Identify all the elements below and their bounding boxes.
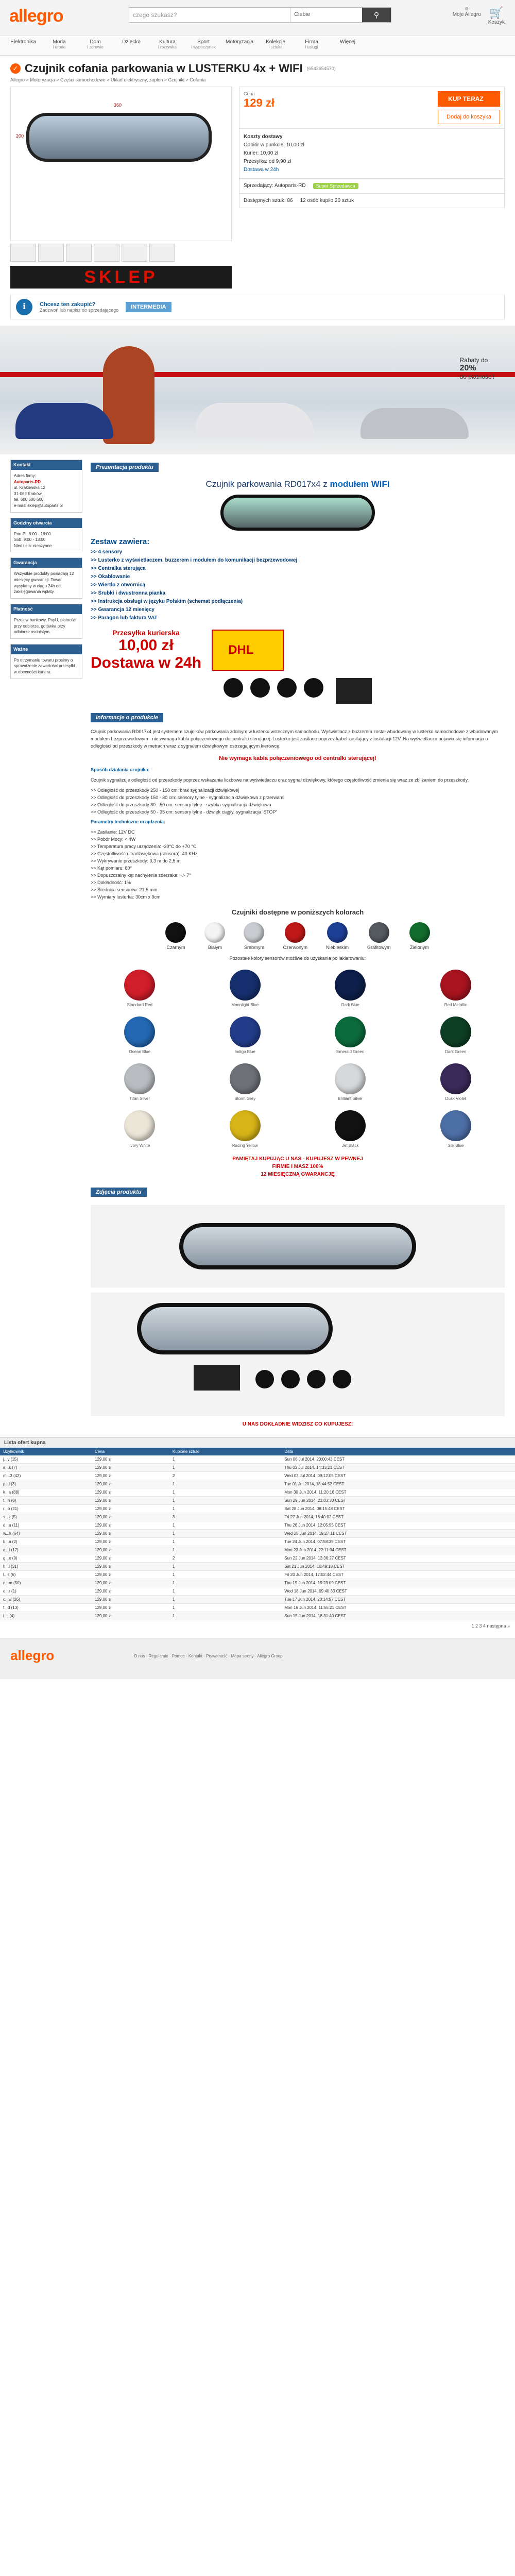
payment-box: Płatność Przelew bankowy, PayU, płatność przy odbiorze, gotówka przy odbiorze osobistym.: [10, 604, 82, 639]
table-cell: 1: [169, 1595, 281, 1603]
offer-title-row: [0, 56, 515, 77]
color-swatch: [409, 922, 430, 943]
table-row: [0, 1496, 515, 1504]
table-cell[interactable]: a...k (7): [0, 1463, 92, 1471]
nav-item[interactable]: Kultura i rozrywka: [158, 39, 177, 49]
category-nav: [0, 36, 515, 56]
color-swatch: [335, 970, 366, 1001]
paint-swatch-grid: [91, 970, 505, 1148]
search-bar: [129, 7, 391, 23]
car-image: [360, 408, 469, 439]
description-main: [91, 460, 505, 1434]
table-cell: Sun 15 Jun 2014, 18:31:40 CEST: [281, 1612, 515, 1620]
table-cell[interactable]: p...l (3): [0, 1480, 92, 1488]
table-cell[interactable]: s...z (5): [0, 1513, 92, 1521]
table-row: [0, 1546, 515, 1554]
car-image: [15, 403, 113, 439]
buy-now-button[interactable]: KUP TERAZ: [438, 91, 500, 107]
table-cell: 129,00 zł: [92, 1579, 169, 1587]
paint-option[interactable]: [196, 970, 295, 1007]
promo-text[interactable]: Chcesz ten zakupić?: [40, 301, 96, 308]
description-text: Czujnik sygnalizuje odległość od przeszkody poprzez wskazania liczbowe na wyświetlaczu oraz sygnał dźwiękowy, którego częstotliwość zmienia się wraz ze zbliżaniem do przeszkody.: [91, 777, 469, 783]
promo-sub: Zadzwoń lub napisz do sprzedającego: [40, 308, 119, 313]
product-photo: [91, 1205, 505, 1287]
color-option[interactable]: [204, 920, 225, 950]
color-label: Moonlight Blue: [231, 1002, 259, 1007]
sensor-image: [250, 678, 270, 698]
color-swatch: [230, 1110, 261, 1141]
thumbnail-strip: [10, 244, 232, 262]
table-cell: 129,00 zł: [92, 1587, 169, 1595]
shipping-promo-text: Przesyłka kurierska 10,00 zł Dostawa w 24h: [91, 629, 202, 671]
table-cell[interactable]: h...i (31): [0, 1562, 92, 1570]
table-row: [0, 1603, 515, 1612]
thumbnail[interactable]: [66, 244, 92, 262]
paint-option[interactable]: [91, 970, 189, 1007]
price-value: 129 zł: [244, 96, 274, 109]
table-cell[interactable]: c...w (26): [0, 1595, 92, 1603]
table-cell: 129,00 zł: [92, 1463, 169, 1471]
table-cell: 1: [169, 1480, 281, 1488]
footer-logo[interactable]: allegro: [10, 1647, 55, 1663]
color-swatch: [165, 922, 186, 943]
color-swatch: [335, 1016, 366, 1047]
user-icon: ☺: [464, 6, 470, 12]
table-cell: 129,00 zł: [92, 1455, 169, 1464]
color-swatch: [124, 970, 155, 1001]
seller-badge: Super Sprzedawca: [313, 183, 358, 189]
color-label: Czarnym: [166, 944, 185, 950]
table-row: [0, 1521, 515, 1529]
table-cell[interactable]: e...t (17): [0, 1546, 92, 1554]
table-cell: Fri 27 Jun 2014, 16:40:02 CEST: [281, 1513, 515, 1521]
table-cell: 129,00 zł: [92, 1504, 169, 1513]
color-label: Niebieskim: [325, 944, 349, 950]
top-header: [0, 0, 515, 36]
color-swatch: [335, 1110, 366, 1141]
color-swatch: [440, 1016, 471, 1047]
thumbnail[interactable]: [10, 244, 36, 262]
section-heading: Prezentacja produktu: [91, 463, 159, 472]
add-to-cart-button[interactable]: Dodaj do koszyka: [438, 110, 500, 124]
table-cell: 1: [169, 1587, 281, 1595]
footer-links[interactable]: O nas · Regulamin · Pomoc · Kontakt · Prywatność · Mapa strony · Allegro Group: [134, 1653, 283, 1658]
store-banner: [0, 326, 515, 454]
color-swatch: [440, 1063, 471, 1094]
sensor-image: [281, 1370, 300, 1388]
table-cell: 1: [169, 1612, 281, 1620]
table-cell: 129,00 zł: [92, 1570, 169, 1579]
table-row: [0, 1562, 515, 1570]
color-swatch: [124, 1016, 155, 1047]
color-swatch: [230, 1016, 261, 1047]
color-label: Emerald Green: [336, 1049, 365, 1054]
search-input[interactable]: czego szukasz?: [133, 11, 177, 19]
table-cell: 129,00 zł: [92, 1513, 169, 1521]
table-cell: Thu 26 Jun 2014, 12:05:55 CEST: [281, 1521, 515, 1529]
gallery: [10, 87, 232, 289]
subheading: Parametry techniczne urządzenia:: [91, 819, 166, 825]
section-heading: Zdjęcia produktu: [91, 1188, 147, 1197]
table-cell: Sat 21 Jun 2014, 10:49:18 CEST: [281, 1562, 515, 1570]
table-cell: Tue 17 Jun 2014, 20:14:57 CEST: [281, 1595, 515, 1603]
color-label: Dark Green: [445, 1049, 467, 1054]
kit-list: Zestaw zawiera: >> 4 sensory >> Lusterko z wyświetlaczem, buzzerem i modułem do komunikacji bezprzewodowej >> Centralka sterująca >> Okablowanie >> Wiertło z otwornicą >> Śrubki i dwustronna pianka >> Instrukcja obsługi w języku Polskim (schemat podłączenia) >> Gwarancja 12 miesięcy >> Paragon lub faktura VAT: [91, 537, 298, 621]
price-label: Cena: [244, 91, 255, 96]
color-label: Grafitowym: [367, 944, 391, 950]
table-cell[interactable]: i...j (4): [0, 1612, 92, 1620]
table-cell: Tue 01 Jul 2014, 18:44:52 CEST: [281, 1480, 515, 1488]
table-cell: Mon 16 Jun 2014, 11:55:21 CEST: [281, 1603, 515, 1612]
table-row: [0, 1504, 515, 1513]
paint-option[interactable]: [301, 1110, 400, 1148]
paint-option[interactable]: [407, 1063, 505, 1101]
color-options: [91, 920, 505, 950]
table-cell: 129,00 zł: [92, 1480, 169, 1488]
warranty-box: Gwarancja Wszystkie produkty posiadają 12 miesięcy gwarancji. Towar wysyłamy w ciągu 24h od zaksięgowania wpłaty.: [10, 557, 82, 598]
column-header[interactable]: Data: [281, 1448, 515, 1455]
shop-banner: SKLEP: [10, 266, 232, 289]
truck-image: [212, 630, 284, 671]
paint-option[interactable]: [91, 1016, 189, 1054]
color-label: Silk Blue: [448, 1143, 464, 1148]
sidebar: [10, 460, 82, 1434]
my-allegro-link[interactable]: ☺ Moje Allegro: [452, 6, 481, 18]
dimension-label: 200: [16, 133, 24, 139]
color-label: Racing Yellow: [232, 1143, 258, 1148]
color-label: Srebrnym: [244, 944, 264, 950]
color-swatch: [124, 1110, 155, 1141]
shipping-info: Koszty dostawy Odbiór w punkcie: 10,00 zł Kurier: 10,00 zł Przesyłka: od 9,90 zł Dostawa w 24h: [239, 129, 505, 179]
table-cell: 1: [169, 1579, 281, 1587]
control-unit-image: [194, 1365, 240, 1391]
table-cell: Sun 06 Jul 2014, 20:00:43 CEST: [281, 1455, 515, 1464]
table-cell: 1: [169, 1562, 281, 1570]
table-cell[interactable]: r...o (21): [0, 1504, 92, 1513]
contact-promo: [10, 295, 505, 319]
contact-box: Kontakt Adres firmy: Autoparts-RD ul. Krakowska 12 31-062 Kraków tel. 600 600 600 e-mail: sklep@autoparts.pl: [10, 460, 82, 513]
table-cell: Wed 25 Jun 2014, 19:27:11 CEST: [281, 1529, 515, 1537]
mirror-image: [220, 495, 375, 531]
product-photo: [91, 1293, 505, 1416]
table-cell: 1: [169, 1488, 281, 1496]
hours-box: Godziny otwarcia Pon-Pt: 8:00 - 16:00 Sob: 9:00 - 13:00 Niedziela: nieczynne: [10, 518, 82, 553]
color-label: Brilliant Silver: [338, 1096, 363, 1101]
table-cell[interactable]: b...a (2): [0, 1537, 92, 1546]
sensor-image: [277, 678, 297, 698]
subheading: Sposób działania czujnika:: [91, 767, 150, 772]
color-swatch: [230, 1063, 261, 1094]
description-area: [0, 460, 515, 1434]
info-icon: ℹ: [16, 299, 32, 315]
info-box: Ważne Po otrzymaniu towaru prosimy o sprawdzenie zawartości przesyłki w obecności kuriera.: [10, 644, 82, 679]
paint-option[interactable]: [407, 1016, 505, 1054]
table-cell: 1: [169, 1570, 281, 1579]
allegro-logo[interactable]: allegro: [9, 6, 63, 26]
nav-item[interactable]: Elektronika: [10, 39, 36, 45]
thumbnail[interactable]: [149, 244, 175, 262]
table-row: [0, 1513, 515, 1521]
table-cell: Wed 02 Jul 2014, 09:12:05 CEST: [281, 1471, 515, 1480]
column-header[interactable]: Użytkownik: [0, 1448, 92, 1455]
sensor-image: [304, 678, 323, 698]
paint-option[interactable]: [196, 1016, 295, 1054]
nav-item[interactable]: Firma i usługi: [305, 39, 318, 49]
description-text: Czujnik parkowania RD017x4 jest systemem czujników parkowania zdolnym w lusterku wstecznym samochodu. Wyświetlacz z buzzerem został wbudowany w lusterko samochodowe z wbudowanym modułem bezprzewodowym - nie wymaga kabla połączeniowego do centralki sterującej. Lusterko jest zasilane poprzez kabel zasilający z instalacji 12V. Na wyświetlaczu pojawia się informacja o odległości od przeszkody w metrach wraz z sygnałem dźwiękowym ostrzegającym kierowcę.: [91, 729, 498, 749]
table-cell: 1: [169, 1463, 281, 1471]
table-cell: 129,00 zł: [92, 1471, 169, 1480]
color-label: Indigo Blue: [234, 1049, 255, 1054]
warning-text: Nie wymaga kabla połączeniowego od centralki sterującej!: [219, 755, 376, 761]
thumbnail[interactable]: [38, 244, 64, 262]
control-unit-image: [336, 678, 372, 704]
header-icons: [453, 6, 505, 25]
table-row: [0, 1587, 515, 1595]
table-cell: 129,00 zł: [92, 1612, 169, 1620]
offer-id: (6543654570): [306, 66, 336, 71]
color-label: Ivory White: [129, 1143, 150, 1148]
paint-option[interactable]: [301, 1016, 400, 1054]
sensor-image: [224, 678, 243, 698]
mirror-image: [26, 113, 212, 162]
nav-item[interactable]: Kolekcje i sztuka: [266, 39, 285, 49]
table-cell[interactable]: k...a (88): [0, 1488, 92, 1496]
table-row: [0, 1480, 515, 1488]
table-cell: 129,00 zł: [92, 1521, 169, 1529]
color-label: Czerwonym: [283, 944, 307, 950]
table-row: [0, 1471, 515, 1480]
nav-item[interactable]: Dom i zdrowie: [87, 39, 104, 49]
banner-stripe: [0, 372, 515, 377]
purchase-table: [0, 1448, 515, 1620]
sold-count: 12 osób kupiło 20 sztuk: [300, 198, 354, 204]
paint-option[interactable]: [196, 1063, 295, 1101]
paint-option[interactable]: [196, 1110, 295, 1148]
paint-option[interactable]: [301, 1063, 400, 1101]
table-cell: Sun 29 Jun 2014, 21:03:30 CEST: [281, 1496, 515, 1504]
table-cell: 1: [169, 1546, 281, 1554]
table-cell: Fri 20 Jun 2014, 17:02:44 CEST: [281, 1570, 515, 1579]
color-option[interactable]: [165, 920, 186, 950]
guarantee-text: PAMIĘTAJ KUPUJĄC U NAS - KUPUJESZ W PEWNEJ FIRMIE I MASZ 100% 12 MIESIĘCZNĄ GWARANCJĘ: [232, 1156, 363, 1177]
table-cell[interactable]: t...n (0): [0, 1496, 92, 1504]
checkmark-icon: ✓: [10, 63, 21, 74]
nav-item[interactable]: Więcej: [339, 39, 355, 45]
buy-box: [239, 87, 505, 289]
nav-item[interactable]: Moda i uroda: [53, 39, 66, 49]
table-row: [0, 1455, 515, 1464]
table-row: [0, 1463, 515, 1471]
stock-count: Dostępnych sztuk: 86: [244, 198, 293, 204]
pagination[interactable]: 1 2 3 4 następna »: [471, 1623, 510, 1629]
table-row: [0, 1529, 515, 1537]
color-label: Zielonym: [410, 944, 429, 950]
sensor-image: [333, 1370, 351, 1388]
table-cell: 1: [169, 1537, 281, 1546]
offer-section: [0, 87, 515, 289]
footer: [0, 1638, 515, 1679]
table-cell: Wed 18 Jun 2014, 09:40:33 CEST: [281, 1587, 515, 1595]
color-label: Titan Silver: [129, 1096, 150, 1101]
table-row: [0, 1537, 515, 1546]
range-list: >> Odległość do przeszkody 250 - 150 cm: brak sygnalizacji dźwiękowej >> Odległość do przeszkody 150 - 80 cm: sensory tylne - sygnalizacja dźwiękowa z przerwami >> Odległość do przeszkody 80 - 50 cm: sensory tylne - szybka sygnalizacja dźwiękowa >> Odległość do przeszkody 50 - 35 cm: sensory tylne - dźwięk ciągły, sygnalizacja 'STOP': [91, 787, 285, 815]
nav-item[interactable]: Dziecko: [122, 39, 141, 45]
table-cell: Mon 23 Jun 2014, 22:11:04 CEST: [281, 1546, 515, 1554]
color-option[interactable]: [409, 920, 430, 950]
color-label: Ocean Blue: [129, 1049, 151, 1054]
nav-item[interactable]: Motoryzacja: [226, 39, 253, 45]
color-swatch: [244, 922, 264, 943]
cart-link[interactable]: 🛒 Koszyk: [488, 6, 505, 25]
table-cell[interactable]: g...e (9): [0, 1554, 92, 1562]
colors-heading: Czujniki dostępne w poniższych kolorach: [231, 908, 364, 916]
table-row: [0, 1595, 515, 1603]
table-cell: 1: [169, 1504, 281, 1513]
table-cell: 129,00 zł: [92, 1537, 169, 1546]
table-row: [0, 1554, 515, 1562]
table-row: [0, 1612, 515, 1620]
color-option[interactable]: [283, 920, 307, 950]
color-option[interactable]: [367, 920, 391, 950]
table-cell: 129,00 zł: [92, 1488, 169, 1496]
color-swatch: [285, 922, 305, 943]
table-cell[interactable]: w...k (64): [0, 1529, 92, 1537]
table-cell: Sun 22 Jun 2014, 13:36:27 CEST: [281, 1554, 515, 1562]
color-label: Standard Red: [127, 1002, 152, 1007]
color-option[interactable]: [326, 920, 349, 950]
paint-heading: Pozostałe kolory sensorów możliwe do uzyskania po lakierowaniu:: [229, 955, 366, 961]
banner-ad: Rabaty do 20% do platności!: [459, 357, 494, 380]
table-row: [0, 1488, 515, 1496]
section-heading: Informacje o produkcie: [91, 713, 163, 722]
breadcrumb[interactable]: Allegro > Motoryzacja > Części samochodowe > Układ elektryczny, zapłon > Czujniki > Cofania: [10, 77, 206, 82]
intermedia-badge: INTERMEDIA: [126, 302, 171, 312]
purchase-list: [0, 1437, 515, 1632]
nav-item[interactable]: Sport i wypoczynek: [191, 39, 216, 49]
table-cell: 129,00 zł: [92, 1595, 169, 1603]
table-cell: 129,00 zł: [92, 1603, 169, 1612]
column-header[interactable]: Kupione sztuki: [169, 1448, 281, 1455]
table-cell: 129,00 zł: [92, 1554, 169, 1562]
search-button[interactable]: [362, 8, 391, 22]
table-cell[interactable]: j...y (15): [0, 1455, 92, 1464]
color-label: Jet Black: [342, 1143, 359, 1148]
color-swatch: [327, 922, 348, 943]
table-cell: 129,00 zł: [92, 1496, 169, 1504]
table-cell: 129,00 zł: [92, 1562, 169, 1570]
color-swatch: [204, 922, 225, 943]
column-header[interactable]: Cena: [92, 1448, 169, 1455]
product-name: Czujnik parkowania RD017x4 z modułem WiFi: [205, 479, 390, 489]
color-swatch: [440, 1110, 471, 1141]
table-cell: Tue 24 Jun 2014, 07:58:39 CEST: [281, 1537, 515, 1546]
table-cell: 129,00 zł: [92, 1546, 169, 1554]
sensor-image: [255, 1370, 274, 1388]
table-cell: 2: [169, 1554, 281, 1562]
dimension-label: 360: [114, 103, 122, 108]
color-swatch: [124, 1063, 155, 1094]
table-cell: 1: [169, 1496, 281, 1504]
search-icon: ⚲: [373, 10, 380, 19]
price-row: [239, 87, 505, 129]
final-note: U NAS DOKŁADNIE WIDZISZ CO KUPUJESZ!: [242, 1421, 353, 1427]
color-label: Dusk Violet: [445, 1096, 466, 1101]
table-cell: Thu 19 Jun 2014, 15:23:09 CEST: [281, 1579, 515, 1587]
thumbnail[interactable]: [94, 244, 119, 262]
table-cell: 1: [169, 1521, 281, 1529]
thumbnail[interactable]: [122, 244, 147, 262]
main-image[interactable]: [10, 87, 232, 241]
sensor-image: [307, 1370, 325, 1388]
cart-icon: 🛒: [489, 6, 504, 19]
kit-photo: [91, 678, 505, 704]
search-category-select[interactable]: Ciebie: [290, 8, 362, 22]
color-label: Red Metallic: [444, 1002, 467, 1007]
table-cell[interactable]: n...m (50): [0, 1579, 92, 1587]
car-image: [196, 403, 314, 439]
paint-option[interactable]: [91, 1063, 189, 1101]
table-cell: 1: [169, 1455, 281, 1464]
table-cell[interactable]: d...u (11): [0, 1521, 92, 1529]
color-label: Storm Grey: [234, 1096, 256, 1101]
mirror-image: [179, 1223, 416, 1269]
seller-link[interactable]: Sprzedający: Autoparts-RD: [244, 183, 306, 189]
paint-option[interactable]: [407, 970, 505, 1007]
paint-option[interactable]: [301, 970, 400, 1007]
table-cell: 3: [169, 1513, 281, 1521]
table-cell: Mon 30 Jun 2014, 11:20:16 CEST: [281, 1488, 515, 1496]
table-row: [0, 1579, 515, 1587]
table-cell: 2: [169, 1471, 281, 1480]
table-cell: Thu 03 Jul 2014, 14:33:21 CEST: [281, 1463, 515, 1471]
table-cell[interactable]: l...s (6): [0, 1570, 92, 1579]
table-cell[interactable]: m...3 (42): [0, 1471, 92, 1480]
mirror-image: [137, 1303, 333, 1354]
table-row: [0, 1570, 515, 1579]
purchase-list-title: Lista ofert kupna: [0, 1437, 515, 1448]
color-label: Dark Blue: [341, 1002, 359, 1007]
table-cell: 129,00 zł: [92, 1529, 169, 1537]
table-cell: 1: [169, 1529, 281, 1537]
color-label: Białym: [208, 944, 222, 950]
color-swatch: [440, 970, 471, 1001]
params-list: >> Zasilanie: 12V DC >> Pobór Mocy: < 4W >> Temperatura pracy urządzenia: -30°C do +70 °C >> Częstotliwość ultradźwiękowa (sensora): 40 KHz >> Wykrywanie przeszkody: 0,3 m do 2,5 m >> Kąt pomiaru: 80° >> Dopuszczalny kąt nachylenia zderzaka: +/- 7° >> Dokładność: 1% >> Średnica sensorów: 21,5 mm >> Wymiary lusterka: 30cm x 9cm: [91, 829, 198, 900]
color-swatch: [230, 970, 261, 1001]
table-cell[interactable]: o...r (1): [0, 1587, 92, 1595]
seller-row: [239, 179, 505, 194]
page-title: Czujnik cofania parkowania w LUSTERKU 4x + WIFI: [25, 62, 303, 75]
stock-row: [239, 194, 505, 208]
paint-option[interactable]: [91, 1110, 189, 1148]
color-swatch: [335, 1063, 366, 1094]
table-cell[interactable]: f...d (13): [0, 1603, 92, 1612]
paint-option[interactable]: [407, 1110, 505, 1148]
table-cell: Sat 28 Jun 2014, 08:15:48 CEST: [281, 1504, 515, 1513]
table-cell: 1: [169, 1603, 281, 1612]
shipping-promo: [91, 629, 505, 672]
color-swatch: [369, 922, 389, 943]
color-option[interactable]: [244, 920, 264, 950]
